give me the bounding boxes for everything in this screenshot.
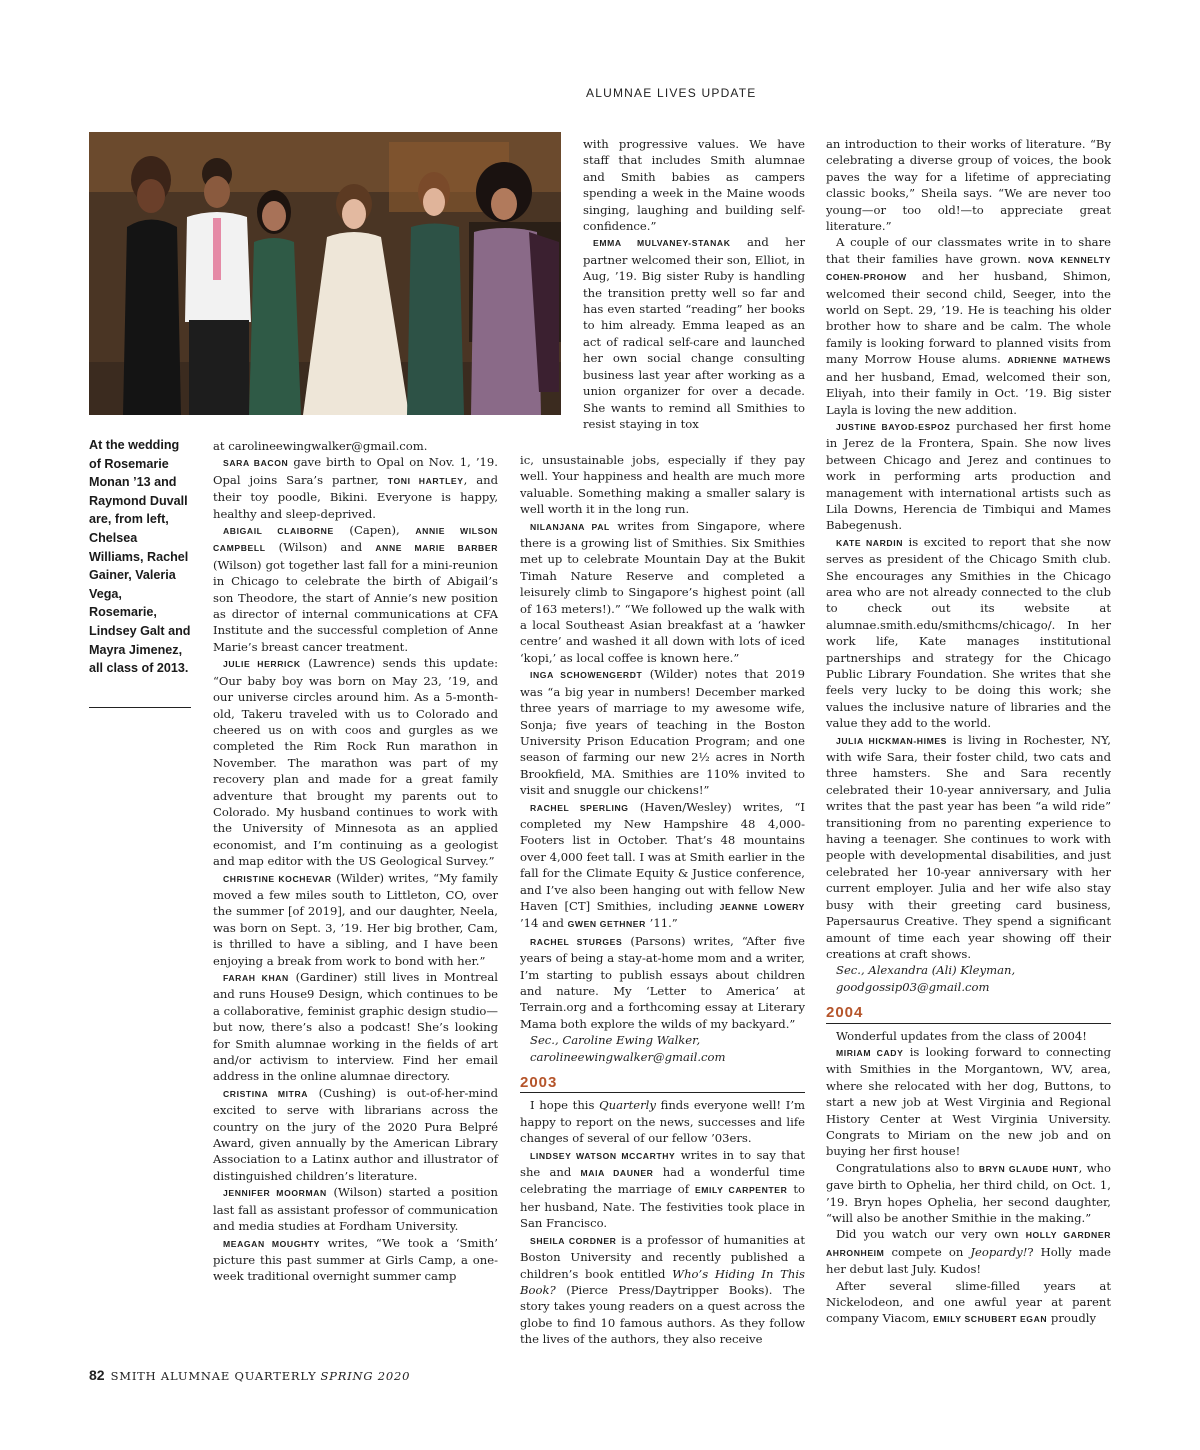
column-2-lower xyxy=(520,452,805,1348)
entry-nilanjana-pal: NILANJANA PAL writes from Singapore, where there is a growing list of Smithies. Six Smithies met up to celebrate Mountain Day at the Bukit Timah Nature Reserve and completed a leisurely climb to Singapore’s highest point (all of 163 meters!).” “We followed up the walk with a local Southeast Asian breakfast at a ‘hawker centre’ and washed it all down with lots of iced ‘kopi,’ as local coffee is known here.” xyxy=(520,518,805,665)
entry-bryn-glaude-hunt: Congratulations also to BRYN GLAUDE HUNT, who gave birth to Ophelia, her third child, on Oct. 1, ’19. Bryn hopes Ophelia, her second daughter, “will also be another Smithie in the making.” xyxy=(826,1160,1112,1225)
entry-miriam-cady: MIRIAM CADY is looking forward to connecting with Smithies in the Morgantown, WV, area, where she relocated with her dog, Buttons, to start a new job at West Virginia and Regional History Center at West Virginia University. Congrats to Miriam on the new job and on buying her first house! xyxy=(826,1044,1111,1159)
page-number: 82 xyxy=(89,1367,105,1383)
entry-julia-hickman-himes: JULIA HICKMAN-HIMES is living in Rochester, NY, with wife Sara, their foster child, two cats and three hamsters. She and Sara recently celebrated their 10-year anniversary, and Julia writes that the past year has been “a wild ride” transitioning from no parenting experience to having a teenager. She continues to work with people with developmental disabilities, and just celebrated her 10-year anniversary with her current employer. Julia and her wife also stay busy with their greeting card business, Papersaurus Creative. They spend a significant amount of time each year showing off their creations at craft shows. xyxy=(826,732,1111,961)
secretary-2003-name: Sec., Alexandra (Ali) Kleyman, xyxy=(836,963,1016,978)
wedding-photo xyxy=(89,132,561,415)
column-3 xyxy=(826,136,1111,1328)
year-heading-2003: 2003 xyxy=(520,1075,805,1093)
intro-2003: I hope this Quarterly finds everyone well! I’m happy to report on the news, successes and life changes of several of our fellow ’03ers. xyxy=(520,1098,806,1146)
entry-justine-bayod-espoz: JUSTINE BAYOD-ESPOZ purchased her first home in Jerez de la Frontera, Spain. She now lives between Chicago and Jerez and continues to work in performing arts production and management with international artists such as Lila Downs, Herencia de Timbiqui and Mames Babegenush. xyxy=(826,418,1111,533)
intro-2004: Wonderful updates from the class of 2004! xyxy=(836,1028,1087,1043)
entry-emily-schubert-egan: After several slime-filled years at Nickelodeon, and one awful year at parent company Viacom, EMILY SCHUBERT EGAN proudly xyxy=(826,1278,1111,1326)
entry-sara-bacon: SARA BACON gave birth to Opal on Nov. 1, ’19. Opal joins Sara’s partner, TONI HARTLEY, and their toy poodle, Bikini. Everyone is happy, healthy and sleep-deprived. xyxy=(213,455,499,521)
publication-name: SMITH ALUMNAE QUARTERLY xyxy=(110,1369,317,1383)
secretary-2002-name: Sec., Caroline Ewing Walker, xyxy=(530,1033,701,1048)
entry-meagan-moughty: MEAGAN MOUGHTY writes, “We took a ‘Smith’ picture this past summer at Girls Camp, a one-week traditional overnight summer camp xyxy=(213,1235,498,1284)
col3-p0: an introduction to their works of literature. “By celebrating a diverse group of voices, the book paves the way for a lifetime of appreciating classic books,” Sheila says. “We are never too young—or too old!—to appreciate great literature.” xyxy=(826,137,1111,234)
entry-emma-mulvaney-stanak: EMMA MULVANEY-STANAK and her partner welcomed their son, Elliot, in Aug, ’19. Big sister Ruby is handling the transition pretty well so far and has even started “reading” her books to him already. Emma leaped as an act of radical self-care and launched her own social change consulting business last year after working as a union organizer for over a decade. She wants to remind all Smithies to resist staying in tox xyxy=(583,235,806,431)
entry-rachel-sperling: RACHEL SPERLING (Haven/Wesley) writes, “I completed my New Hampshire 48 4,000-Footers list in October. That’s 48 mountains over 4,000 feet tall. I was at Smith earlier in the fall for the Climate Equity & Justice conference, and I’ve also been hanging out with fellow New Haven [CT] Smithies, including JEANNE LOWERY ’14 and GWEN GETHNER ’11.” xyxy=(520,799,805,931)
entry-holly-gardner-ahronheim: Did you watch our very own HOLLY GARDNER AHRONHEIM compete on Jeopardy!? Holly made her debut last July. Kudos! xyxy=(826,1227,1112,1277)
entry-jennifer-moorman: JENNIFER MOORMAN (Wilson) started a position last fall as assistant professor of communication and media studies at Fordham University. xyxy=(213,1185,498,1234)
entry-new-families: A couple of our classmates write in to share that their families have grown. NOVA KENNELTY COHEN-PROHOW and her husband, Shimon, welcomed their second child, Seeger, into the world on Sept. 29, ’19. He is teaching his older brother how to share and be calm. The whole family is looking forward to planned visits from many Morrow House alums. ADRIENNE MATHEWS and her husband, Emad, welcomed their son, Eliyah, into their family in Oct. ’19. Big sister Layla is loving the new addition. xyxy=(826,235,1111,417)
entry-abigail-claiborne: ABIGAIL CLAIBORNE (Capen), ANNIE WILSON CAMPBELL (Wilson) and ANNE MARIE BARBER (Wilson) got together last fall for a mini-reunion in Chicago to celebrate the birth of Abigail’s son Theodore, the start of Annie’s new position as director of internal communications at CFA Institute and the successful completion of Anne Marie’s breast cancer treatment. xyxy=(213,523,499,654)
photo-caption: At the wedding of Rosemarie Monan ’13 and Raymond Duvall are, from left, Chelsea Williams, Rachel Gainer, Valeria Vega, Rosemarie, Lindsey Galt and Mayra Jimenez, all class of 2013. xyxy=(89,438,191,676)
entry-lindsey-watson-mccarthy: LINDSEY WATSON MCCARTHY writes in to say that she and MAIA DAUNER had a wonderful time celebrating the marriage of EMILY CARPENTER to her husband, Nate. The festivities took place in San Francisco. xyxy=(520,1147,806,1231)
entry-farah-khan: FARAH KHAN (Gardiner) still lives in Montreal and runs House9 Design, which continues to be a collaborative, feminist graphic design studio—but now, there’s also a podcast! She’s looking for Smith alumnae working in the fields of art and/or activism to interview. Find her email address in the online alumnae directory. xyxy=(213,970,499,1084)
secretary-2003-email: goodgossip03@gmail.com xyxy=(836,979,990,994)
entry-sheila-cordner: SHEILA CORDNER is a professor of humanities at Boston University and recently published a children’s book entitled Who’s Hiding In This Book? (Pierce Press/Daytripper Books). The story takes young readers on a quest across the globe to find 10 famous authors. As they follow the lives of the authors, they also receive xyxy=(520,1232,805,1347)
entry-christine-kochevar: CHRISTINE KOCHEVAR (Wilder) writes, “My family moved a few miles south to Littleton, CO, over the summer [of 2019], and our daughter, Neela, was born on Sept. 3, ’19. Her big brother, Cam, is thrilled to have a sibling, and I have been enjoying a break from work to bond with her.” xyxy=(213,870,498,968)
column-1 xyxy=(213,438,498,1285)
entry-cristina-mitra: CRISTINA MITRA (Cushing) is out-of-her-mind excited to serve with librarians across the country on the jury of the 2020 Pura Belpré Award, given annually by the American Library Association to a Latinx author and illustrator of distinguished children’s literature. xyxy=(213,1085,498,1183)
caption-rule xyxy=(89,707,191,708)
issue-label: SPRING 2020 xyxy=(320,1369,411,1383)
entry-rachel-sturges: RACHEL STURGES (Parsons) writes, “After five years of being a stay-at-home mom and a writer, I’m starting to publish essays about children and nature. My ‘Letter to America’ at Terrain.org and a forthcoming essay at Literary Mama both explore the wilds of my backyard.” xyxy=(520,933,805,1031)
year-heading-2004: 2004 xyxy=(826,1005,1111,1023)
column-2-upper xyxy=(583,136,805,432)
secretary-2002-email: carolineewingwalker@gmail.com xyxy=(530,1049,726,1064)
entry-kate-nardin: KATE NARDIN is excited to report that she now serves as president of the Chicago Smith club. She encourages any Smithies in the Chicago area who are not already connected to the club to check out its website at alumnae.smith.edu/smithcms/chicago/. In her work life, Kate manages institutional partnerships and strategy for the Chicago Public Library Foundation. She writes that she feels very lucky to be doing this work; she values the inclusive nature of libraries and the value they add to the world. xyxy=(826,534,1111,731)
col1-p0: at carolineewingwalker@gmail.com. xyxy=(213,439,428,453)
entry-inga-schowengerdt: INGA SCHOWENGERDT (Wilder) notes that 2019 was “a big year in numbers! December marked three years of marriage to my awesome wife, Sonja; five years of teaching in the Boston University Prison Education Program; and one season of farming our new 2½ acres in North Brookfield, MA. Smithies are 110% invited to visit and snuggle our chickens!” xyxy=(520,667,805,798)
wedding-photo-illustration xyxy=(89,132,561,415)
running-head: ALUMNAE LIVES UPDATE xyxy=(586,86,757,100)
entry-julie-herrick: JULIE HERRICK (Lawrence) sends this update: “Our baby boy was born on May 23, ’19, and our universe circles around him. As a 5-month-old, Takeru traveled with us to Colorado and cheered us on with coos and gurgles as we completed the Rim Rock Run marathon in November. The marathon was part of my recovery plan and made for a great family adventure that brought my parents out to Colorado. My husband continues to work with the University of Minnesota as an applied economist, and I’m continuing as a geologist and map editor with the US Geological Survey.” xyxy=(213,656,498,869)
col2-p1b: ic, unsustainable jobs, especially if they pay well. Your happiness and health are much more valuable. Something making a smaller salary is well worth it in the long run. xyxy=(520,453,805,517)
page-footer xyxy=(89,1367,410,1383)
col2-p0: with progressive values. We have staff that includes Smith alumnae and Smith babies as campers spending a week in the Maine woods singing, laughing and building self-confidence.” xyxy=(583,137,805,234)
